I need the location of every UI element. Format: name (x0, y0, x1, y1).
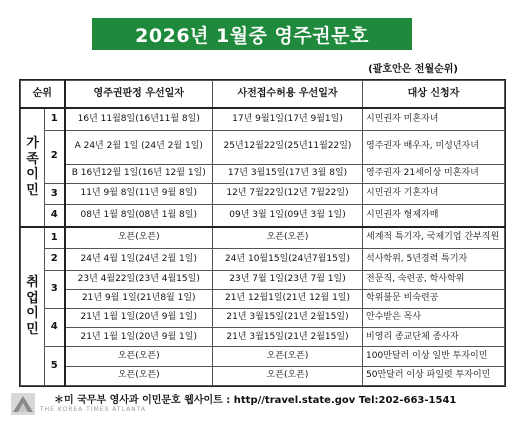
applicant-cell: 학위불문 비숙련공 (363, 289, 505, 308)
final-action-cell: 17년 9월1일(17년 9월1일) (213, 108, 363, 130)
rank-number: 5 (45, 347, 65, 386)
table-row (21, 108, 505, 130)
korea-times-logo-icon (10, 392, 36, 416)
filing-date-cell: 오픈(오픈) (65, 347, 213, 366)
watermark-text: THE KOREA TIMES ATLANTA (40, 406, 146, 413)
filing-date-cell: 21년 9월 1일(21년8월 1일) (65, 289, 213, 308)
final-action-cell: 21년 3월15일(21년 2월15일) (213, 308, 363, 327)
filing-date-cell: 23년 4월22일(23년 4월15일) (65, 270, 213, 289)
filing-date-cell: 11년 9월 8일(11년 9월 8일) (65, 183, 213, 204)
applicant-cell: 100만달러 이상 일반 투자이민 (363, 347, 505, 366)
rank-number: 2 (45, 130, 65, 183)
table-row (21, 328, 505, 347)
table-row (21, 347, 505, 366)
table-row (21, 289, 505, 308)
table-row (21, 164, 505, 183)
rank-number: 4 (45, 205, 65, 227)
final-action-cell: 17년 3월15일(17년 3월 8일) (213, 164, 363, 183)
applicant-cell: 50만달러 이상 파일럿 투자이민 (363, 366, 505, 385)
final-action-cell: 오픈(오픈) (213, 366, 363, 385)
final-action-cell: 오픈(오픈) (213, 227, 363, 249)
filing-date-cell: B 16년12월 1일(16년 12월 1일) (65, 164, 213, 183)
filing-date-cell: 오픈(오픈) (65, 366, 213, 385)
rank-number: 4 (45, 308, 65, 346)
filing-date-cell: 24년 4월 1일(24년 2월 1일) (65, 249, 213, 270)
page-title: 2026년 1월중 영주권문호 (92, 18, 412, 50)
table-row (21, 227, 505, 249)
final-action-cell: 23년 7월 1일(23년 7월 1일) (213, 270, 363, 289)
filing-date-cell: 08년 1월 8일(08년 1월 8일) (65, 205, 213, 227)
header-filing-date: 영주권판정 우선일자 (65, 81, 213, 109)
applicant-cell: 시민권자 형제자매 (363, 205, 505, 227)
table-row (21, 249, 505, 270)
rank-number: 3 (45, 183, 65, 204)
applicant-cell: 시민권자 미혼자녀 (363, 108, 505, 130)
family-group-label: 가 족 이 민 (21, 108, 45, 227)
filing-date-cell: 16년 11월8일(16년11월 8일) (65, 108, 213, 130)
bracket-note: (괄호안은 전월순위) (368, 64, 458, 75)
filing-date-cell: 21년 1월 1일(20년 9월 1일) (65, 328, 213, 347)
final-action-cell: 21년 12월1일(21년 12월 1일) (213, 289, 363, 308)
visa-bulletin-table (19, 79, 506, 387)
final-action-cell: 오픈(오픈) (213, 347, 363, 366)
header-rank: 순위 (21, 81, 65, 109)
table-row (21, 366, 505, 385)
final-action-cell: 24년 10월15일(24년7월15일) (213, 249, 363, 270)
rank-number: 2 (45, 249, 65, 270)
final-action-cell: 25년12월22일(25년11월22일) (213, 130, 363, 164)
applicant-cell: 안수받은 목사 (363, 308, 505, 327)
table-row (21, 130, 505, 164)
applicant-cell: 영주권자 21세이상 미혼자녀 (363, 164, 505, 183)
applicant-cell: 비영리 종교단체 종사자 (363, 328, 505, 347)
table-row (21, 270, 505, 289)
applicant-cell: 영주권자 배우자, 미성년자녀 (363, 130, 505, 164)
filing-date-cell: 21년 1월 1일(20년 9월 1일) (65, 308, 213, 327)
rank-number: 1 (45, 227, 65, 249)
footer-note: ＊미 국무부 영사과 이민문호 웹사이트 : http//travel.state.gov Tel:202-663-1541 (54, 395, 457, 406)
rank-number: 1 (45, 108, 65, 130)
table-row (21, 183, 505, 204)
final-action-cell: 12년 7월22일(12년 7월22일) (213, 183, 363, 204)
header-row (21, 81, 505, 109)
final-action-cell: 09년 3월 1일(09년 3월 1일) (213, 205, 363, 227)
filing-date-cell: A 24년 2월 1일 (24년 2월 1일) (65, 130, 213, 164)
rank-number: 3 (45, 270, 65, 308)
header-applicant: 대상 신청자 (363, 81, 505, 109)
table-row (21, 308, 505, 327)
applicant-cell: 세계적 특기자, 국제기업 간부직원 (363, 227, 505, 249)
applicant-cell: 시민권자 기혼자녀 (363, 183, 505, 204)
employment-group-label: 취 업 이 민 (21, 227, 45, 386)
filing-date-cell: 오픈(오픈) (65, 227, 213, 249)
applicant-cell: 전문직, 숙련공, 학사학위 (363, 270, 505, 289)
table-row (21, 205, 505, 227)
applicant-cell: 석사학위, 5년경력 특기자 (363, 249, 505, 270)
final-action-cell: 21년 3월15일(21년 2월15일) (213, 328, 363, 347)
header-final-action: 사전접수허용 우선일자 (213, 81, 363, 109)
